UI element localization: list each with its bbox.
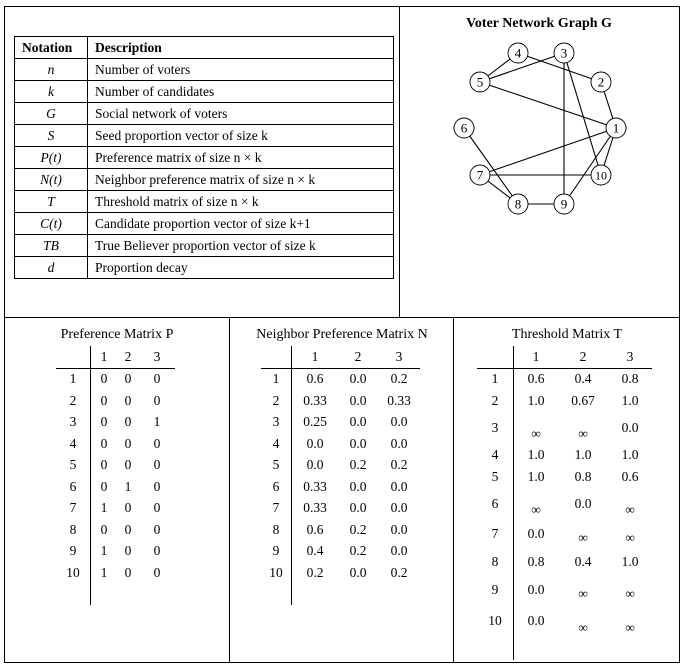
matrix-cell: 0 — [153, 500, 161, 516]
column-header: 1 — [514, 346, 559, 368]
row-label: 2 — [261, 390, 292, 412]
matrix-row — [261, 476, 420, 498]
matrix-cell: 0.8 — [574, 469, 592, 484]
matrix-row — [56, 541, 175, 563]
matrix-cell: 0 — [100, 478, 108, 494]
matrix-cell: 0 — [124, 371, 132, 387]
matrix-cell: 0 — [153, 435, 161, 451]
graph-node-label: 4 — [514, 45, 522, 61]
matrix-row — [56, 433, 175, 455]
matrix-cell: 0.2 — [349, 543, 367, 559]
matrix-cell: 0.0 — [527, 582, 545, 597]
row-label: 5 — [261, 455, 292, 477]
matrix-cell: 0.8 — [527, 554, 545, 569]
graph-node-label: 8 — [514, 196, 522, 212]
notation-symbol: P(t) — [15, 147, 88, 169]
matrix-cell: 0 — [100, 371, 108, 387]
matrix-cell: 0 — [124, 521, 132, 537]
matrix-row — [477, 576, 652, 604]
matrix-cell: 0.0 — [390, 478, 408, 494]
matrix-cell: 0.0 — [527, 613, 545, 628]
divider-bottom-right — [453, 317, 454, 663]
notation-row — [15, 59, 394, 81]
notation-description: Threshold matrix of size n × k — [88, 191, 394, 213]
preference-matrix-title: Preference Matrix P — [60, 327, 174, 342]
matrix-corner — [477, 346, 514, 368]
row-label: 9 — [261, 541, 292, 563]
notation-symbol: N(t) — [15, 169, 88, 191]
divider-horizontal — [4, 317, 680, 318]
notation-description: Preference matrix of size n × k — [88, 147, 394, 169]
matrix-cell: 0.0 — [349, 435, 367, 451]
matrix-cell: 1.0 — [621, 554, 639, 569]
matrix-cell: 0.0 — [349, 478, 367, 494]
matrix-cell: 0 — [153, 564, 161, 580]
matrix-cell: 0.0 — [390, 414, 408, 430]
matrix-cell: 1 — [100, 564, 108, 580]
divider-bottom-left — [229, 317, 230, 663]
matrix-cell: 0.0 — [390, 435, 408, 451]
matrix-row — [477, 444, 652, 466]
matrix-cell: 0.2 — [390, 457, 408, 473]
matrix-row — [261, 390, 420, 412]
row-label: 2 — [56, 390, 91, 412]
matrix-cell: 0.4 — [306, 543, 324, 559]
notation-description: Proportion decay — [88, 257, 394, 279]
matrix-cell: ∞ — [531, 426, 541, 441]
matrix-cell: 0 — [124, 435, 132, 451]
notation-symbol: n — [15, 59, 88, 81]
notation-description: Number of voters — [88, 59, 394, 81]
preference-matrix — [56, 346, 175, 605]
row-label: 6 — [261, 476, 292, 498]
graph-edge — [564, 53, 601, 175]
matrix-cell: 0.25 — [303, 414, 327, 430]
matrix-cell: 0 — [100, 435, 108, 451]
matrix-cell: 0 — [153, 521, 161, 537]
graph-node-label: 7 — [476, 167, 484, 183]
notation-row — [15, 81, 394, 103]
graph-node-label: 9 — [560, 196, 568, 212]
matrix-cell: 0 — [153, 543, 161, 559]
row-label: 10 — [261, 562, 292, 584]
notation-description: True Believer proportion vector of size k — [88, 235, 394, 257]
row-label: 5 — [477, 466, 514, 488]
matrix-cell: 0.33 — [303, 478, 327, 494]
matrix-cell: 0.33 — [387, 392, 411, 408]
matrix-cell: 0 — [100, 392, 108, 408]
matrix-cell: 0.2 — [306, 564, 324, 580]
matrix-row — [261, 412, 420, 434]
matrix-row — [261, 368, 420, 390]
matrix-cell: 0.0 — [527, 526, 545, 541]
matrix-cell: 0.2 — [390, 564, 408, 580]
notation-description: Candidate proportion vector of size k+1 — [88, 213, 394, 235]
row-label: 3 — [56, 412, 91, 434]
row-label: 2 — [477, 390, 514, 412]
row-label: 7 — [261, 498, 292, 520]
matrix-cell: 0.0 — [349, 371, 367, 387]
notation-row — [15, 257, 394, 279]
matrix-cell: 0.33 — [303, 500, 327, 516]
matrix-cell: 0 — [124, 392, 132, 408]
graph-node-label: 10 — [595, 168, 607, 183]
row-label: 6 — [477, 488, 514, 520]
matrix-cell: 0.2 — [349, 457, 367, 473]
row-label: 5 — [56, 455, 91, 477]
column-header: 3 — [378, 346, 420, 368]
notation-description: Neighbor preference matrix of size n × k — [88, 169, 394, 191]
column-header: 2 — [117, 346, 139, 368]
matrix-cell: 0.2 — [390, 371, 408, 387]
matrix-cell: 0 — [153, 392, 161, 408]
matrix-cell: 0.6 — [527, 371, 545, 387]
row-label: 8 — [261, 519, 292, 541]
matrix-row — [477, 604, 652, 638]
graph-node-label: 1 — [612, 120, 620, 136]
matrix-cell: 0.33 — [303, 392, 327, 408]
matrix-cell: 0.0 — [390, 543, 408, 559]
matrix-cell: 1.0 — [574, 447, 592, 462]
matrix-row — [261, 433, 420, 455]
matrix-row — [261, 562, 420, 584]
matrix-cell: 1 — [100, 543, 108, 559]
column-header: 2 — [338, 346, 378, 368]
matrix-cell: 1.0 — [527, 447, 545, 462]
matrix-cell: 1 — [153, 414, 161, 430]
matrix-cell: 0 — [100, 457, 108, 473]
matrix-cell: 0.0 — [349, 500, 367, 516]
matrix-cell: 1.0 — [527, 393, 545, 408]
matrix-cell: 0.6 — [306, 521, 324, 537]
notation-description: Number of candidates — [88, 81, 394, 103]
notation-symbol: TB — [15, 235, 88, 257]
matrix-cell: 1.0 — [527, 469, 545, 484]
matrix-cell: 0.0 — [390, 521, 408, 537]
notation-symbol: C(t) — [15, 213, 88, 235]
matrix-row — [477, 520, 652, 548]
matrix-cell: 0.67 — [571, 393, 595, 408]
matrix-cell: ∞ — [625, 586, 635, 601]
notation-row — [15, 213, 394, 235]
row-label: 10 — [477, 604, 514, 638]
matrix-cell: ∞ — [578, 426, 588, 441]
matrix-row — [261, 498, 420, 520]
graph-edge — [464, 128, 518, 204]
row-label: 7 — [477, 520, 514, 548]
matrix-cell: ∞ — [625, 502, 635, 517]
graph-node-label: 5 — [476, 74, 484, 90]
divider-top-vertical — [399, 6, 400, 318]
threshold-matrix-title: Threshold Matrix T — [511, 327, 623, 342]
row-label: 8 — [56, 519, 91, 541]
column-header: 2 — [558, 346, 608, 368]
matrix-cell: 0.0 — [349, 392, 367, 408]
notation-row — [15, 235, 394, 257]
threshold-matrix — [477, 346, 652, 660]
notation-row — [15, 125, 394, 147]
matrix-row — [56, 562, 175, 584]
matrix-row — [477, 412, 652, 444]
voter-network-graph — [440, 35, 640, 220]
matrix-cell: 0 — [153, 457, 161, 473]
matrix-cell: ∞ — [531, 502, 541, 517]
matrix-row — [56, 498, 175, 520]
matrix-cell: ∞ — [625, 620, 635, 635]
matrix-corner — [56, 346, 91, 368]
notation-description: Seed proportion vector of size k — [88, 125, 394, 147]
row-label: 6 — [56, 476, 91, 498]
notation-row — [15, 169, 394, 191]
row-label: 4 — [56, 433, 91, 455]
matrix-row — [477, 466, 652, 488]
row-label: 7 — [56, 498, 91, 520]
matrix-cell: 0 — [100, 521, 108, 537]
notation-symbol: k — [15, 81, 88, 103]
graph-node-label: 3 — [560, 45, 568, 61]
matrix-cell: 0.4 — [574, 554, 592, 569]
row-label: 1 — [477, 368, 514, 390]
matrix-row — [477, 368, 652, 390]
matrix-row — [56, 368, 175, 390]
matrix-cell: 1 — [124, 478, 132, 494]
notation-description: Social network of voters — [88, 103, 394, 125]
matrix-cell: 0.4 — [574, 371, 592, 387]
row-label: 9 — [56, 541, 91, 563]
row-label: 9 — [477, 576, 514, 604]
matrix-row — [261, 455, 420, 477]
matrix-row — [477, 488, 652, 520]
matrix-row — [56, 476, 175, 498]
description-header: Description — [88, 37, 394, 59]
matrix-cell: 0.6 — [306, 371, 324, 387]
matrix-cell: 0.6 — [621, 469, 639, 484]
notation-symbol: S — [15, 125, 88, 147]
row-label: 4 — [477, 444, 514, 466]
neighbor-preference-matrix — [261, 346, 420, 605]
matrix-cell: 0 — [124, 500, 132, 516]
notation-row — [15, 147, 394, 169]
notation-symbol: T — [15, 191, 88, 213]
matrix-row — [477, 548, 652, 576]
row-label: 10 — [56, 562, 91, 584]
matrix-cell: 0 — [124, 414, 132, 430]
matrix-cell: ∞ — [578, 620, 588, 635]
notation-table — [14, 36, 394, 279]
matrix-cell: 0.0 — [306, 457, 324, 473]
graph-title: Voter Network Graph G — [466, 16, 612, 31]
matrix-row — [56, 412, 175, 434]
row-label: 4 — [261, 433, 292, 455]
notation-row — [15, 191, 394, 213]
graph-node-label: 6 — [460, 120, 468, 136]
matrix-cell: 0 — [124, 457, 132, 473]
row-label: 1 — [261, 368, 292, 390]
row-label: 8 — [477, 548, 514, 576]
matrix-corner — [261, 346, 292, 368]
matrix-cell: ∞ — [625, 530, 635, 545]
matrix-cell: 0 — [100, 414, 108, 430]
matrix-cell: 0.8 — [621, 371, 639, 387]
matrix-row — [261, 541, 420, 563]
matrix-row — [56, 390, 175, 412]
column-header: 1 — [292, 346, 339, 368]
matrix-cell: 0.0 — [306, 435, 324, 451]
matrix-cell: 0 — [124, 564, 132, 580]
matrix-cell: 0 — [153, 371, 161, 387]
matrix-cell: 0 — [124, 543, 132, 559]
matrix-row — [56, 519, 175, 541]
row-label: 3 — [477, 412, 514, 444]
notation-symbol: d — [15, 257, 88, 279]
column-header: 1 — [91, 346, 118, 368]
matrix-cell: 1.0 — [621, 393, 639, 408]
column-header: 3 — [608, 346, 652, 368]
matrix-row — [477, 390, 652, 412]
matrix-cell: ∞ — [578, 586, 588, 601]
column-header: 3 — [139, 346, 175, 368]
notation-row — [15, 103, 394, 125]
graph-node-label: 2 — [597, 74, 605, 90]
row-label: 3 — [261, 412, 292, 434]
neighbor-matrix-title: Neighbor Preference Matrix N — [256, 327, 428, 342]
matrix-cell: 0 — [153, 478, 161, 494]
matrix-cell: 1.0 — [621, 447, 639, 462]
row-label: 1 — [56, 368, 91, 390]
matrix-cell: 0.0 — [390, 500, 408, 516]
matrix-cell: 0.0 — [349, 564, 367, 580]
notation-header: Notation — [15, 37, 88, 59]
matrix-cell: 0.2 — [349, 521, 367, 537]
matrix-row — [261, 519, 420, 541]
notation-symbol: G — [15, 103, 88, 125]
matrix-cell: 0.0 — [574, 496, 592, 511]
matrix-cell: 1 — [100, 500, 108, 516]
matrix-cell: ∞ — [578, 530, 588, 545]
matrix-row — [56, 455, 175, 477]
matrix-cell: 0.0 — [349, 414, 367, 430]
matrix-cell: 0.0 — [621, 420, 639, 435]
